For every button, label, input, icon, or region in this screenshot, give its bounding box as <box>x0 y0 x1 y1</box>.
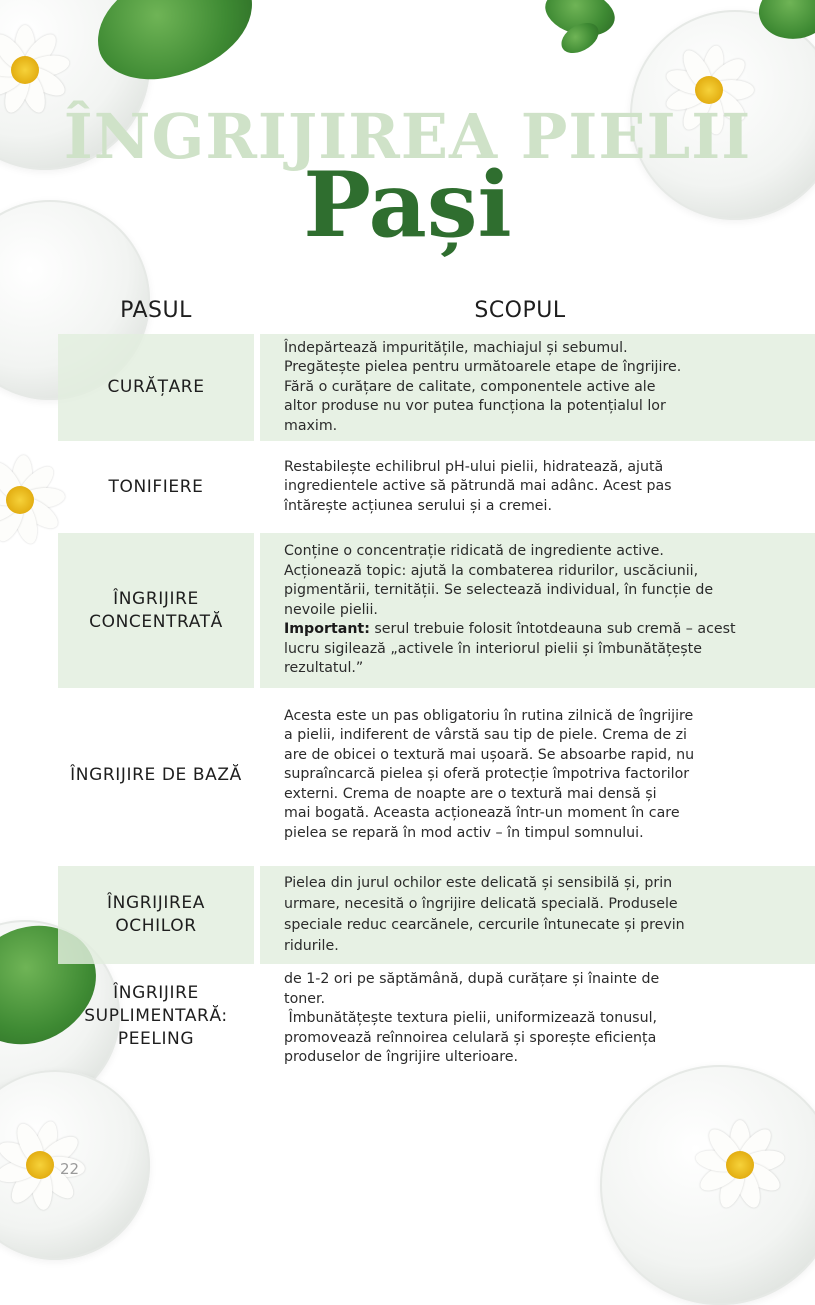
desc-line: toner. <box>284 990 326 1007</box>
step-line: SUPLIMENTARĂ: <box>84 1005 228 1026</box>
step-name <box>58 533 254 688</box>
white-daisy-icon <box>0 455 65 545</box>
step-line: ÎNGRIJIRE <box>113 983 199 1003</box>
desc-line: produselor de îngrijire ulterioare. <box>284 1049 519 1065</box>
column-header-step: PASUL <box>120 298 192 323</box>
white-daisy-icon <box>695 1120 785 1210</box>
step-line: CURĂȚARE <box>107 377 205 398</box>
table-row <box>58 700 815 850</box>
step-description <box>260 866 815 964</box>
step-line: ÎNGRIJIRE <box>113 588 199 609</box>
note-label: Important: <box>284 621 370 638</box>
desc-line: urmare, necesită o îngrijire delicată specială. Produsele <box>284 896 678 912</box>
page-subtitle: ÎNGRIJIREA PIELII <box>63 100 752 173</box>
desc-line: Acționează topic: ajută la combaterea ridurilor, uscăciunii, <box>284 562 699 579</box>
step-name <box>58 866 254 964</box>
step-name <box>58 334 254 441</box>
step-line: ÎNGRIJIREA <box>107 893 205 914</box>
desc-line: lucru sigilează „activele în interiorul pielii și îmbunătățește <box>284 640 702 657</box>
desc-line: are de obicei o textură mai ușoară. Se absoarbe rapid, nu <box>284 746 695 763</box>
desc-line: supraîncarcă pielea și oferă protecție împotriva factorilor <box>284 766 690 783</box>
desc-line: întărește acțiunea serului și a cremei. <box>284 497 552 514</box>
desc-line: Îmbunătățește textura pielii, uniformizează tonusul, <box>284 1010 658 1026</box>
desc-note-line <box>284 620 803 640</box>
desc-line: Pielea din jurul ochilor este delicată și sensibilă și, prin <box>284 875 673 891</box>
step-description <box>260 968 815 1068</box>
desc-line: Restabilește echilibrul pH-ului pielii, hidratează, ajută <box>284 458 664 475</box>
step-line: CONCENTRATĂ <box>89 611 223 632</box>
desc-line: promovează reînnoirea celulară și sporește eficiența <box>284 1029 657 1046</box>
step-line: ÎNGRIJIRE DE BAZĂ <box>70 764 242 785</box>
step-name <box>58 447 254 527</box>
step-line: OCHILOR <box>115 916 197 936</box>
desc-line: a pielii, indiferent de vârstă sau tip de piele. Crema de zi <box>284 727 687 744</box>
desc-line: Pregătește pielea pentru următoarele etape de îngrijire. <box>284 359 682 376</box>
table-row <box>58 334 815 441</box>
desc-line: de 1-2 ori pe săptămână, după curățare și înainte de <box>284 971 660 987</box>
table-row <box>58 968 815 1068</box>
desc-line: Fără o curățare de calitate, componentele active ale <box>284 378 656 395</box>
desc-line: maxim. <box>284 417 338 434</box>
step-description <box>260 700 815 850</box>
step-description <box>260 533 815 688</box>
step-line: PEELING <box>117 1028 195 1049</box>
desc-line: pielea se repară în mod activ – în timpul somnului. <box>284 824 644 841</box>
step-name <box>58 700 254 850</box>
desc-line: Conține o concentrație ridicată de ingrediente active. <box>284 543 664 560</box>
desc-line: Îndepărtează impuritățile, machiajul și sebumul. <box>284 339 628 356</box>
desc-line: altor produse nu vor putea funcționa la potențialul lor <box>284 398 666 415</box>
desc-line: speciale reduc cearcănele, cercurile întunecate și previn <box>284 917 685 933</box>
desc-line: externi. Crema de noapte are o textură mai densă și <box>284 785 657 802</box>
step-description <box>260 447 815 527</box>
desc-line: mai bogată. Aceasta acționează într-un moment în care <box>284 805 680 822</box>
desc-line: ingredientele active să pătrundă mai adânc. Acest pas <box>284 478 672 495</box>
page-number: 22 <box>60 1160 80 1178</box>
desc-line: nevoile pielii. <box>284 601 378 618</box>
desc-line: Acesta este un pas obligatoriu în rutina zilnică de îngrijire <box>284 707 694 724</box>
step-name <box>58 968 254 1068</box>
desc-line: ridurile. <box>284 938 339 954</box>
step-description <box>260 334 815 441</box>
table-row <box>58 866 815 964</box>
note-text: serul trebuie folosit întotdeauna sub cremă – acest <box>369 621 736 638</box>
step-line: TONIFIERE <box>108 476 204 497</box>
column-header-purpose: SCOPUL <box>474 298 566 323</box>
desc-line: pigmentării, ternității. Se selectează individual, în funcție de <box>284 582 714 599</box>
table-row <box>58 533 815 688</box>
page-title: Pași <box>303 152 512 258</box>
desc-line: rezultatul.” <box>284 660 364 677</box>
table-row <box>58 447 815 527</box>
